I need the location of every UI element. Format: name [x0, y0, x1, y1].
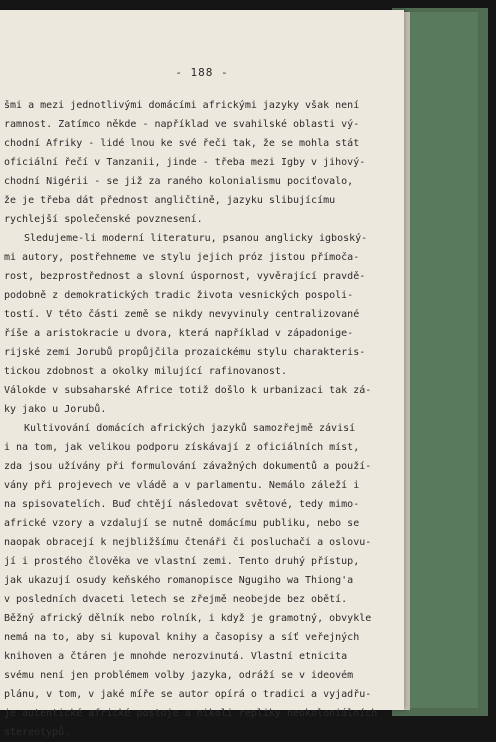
text-line: že je třeba dát přednost angličtině, jazyku slibujícímu — [4, 195, 336, 206]
text-line: jí i prostého člověka ve vlastní zemi. Tento druhý přístup, — [4, 556, 360, 567]
text-line: je autentické africké postoje a nikoli repliky neokoloniálních — [4, 708, 378, 719]
text-line: na spisovatelích. Buď chtějí následovat světové, tedy mimo- — [4, 499, 360, 510]
book-page — [0, 10, 404, 738]
text-line: chodní Afriky - lidé lnou ke své řeči tak, že se mohla stát — [4, 138, 360, 149]
text-line: tickou zdobnost a okolky milující rafinovanost. — [4, 366, 287, 377]
text-line: knihoven a čtáren je mnohde nerozvinutá. Vlastní etnicita — [4, 651, 348, 662]
text-line: africké vzory a vzdalují se nutně domácímu publiku, nebo se — [4, 518, 360, 529]
page-text — [0, 96, 398, 742]
book-cover-cloth — [402, 12, 478, 708]
text-line: zda jsou užívány při formulování závažných dokumentů a použí- — [4, 461, 372, 472]
text-line: rost, bezprostřednost a slovní úspornost, vyvěrající pravdě- — [4, 271, 366, 282]
text-line: v posledních dvaceti letech se zřejmě neobejde bez obětí. — [4, 594, 348, 605]
text-line: plánu, v tom, v jaké míře se autor opírá o tradici a vyjadřu- — [4, 689, 372, 700]
text-line: chodní Nigérii - se již za raného kolonialismu pociťovalo, — [4, 176, 354, 187]
text-line: vány při projevech ve vládě a v parlamentu. Nemálo záleží i — [4, 480, 360, 491]
text-line: rychlejší společenské povznesení. — [4, 214, 203, 225]
text-line: mi autory, postřehneme ve stylu jejich próz jistou přímoča- — [4, 252, 360, 263]
text-line: oficiální řečí v Tanzanii, jinde - třeba mezi Igby v jihový- — [4, 157, 366, 168]
text-line: svému není jen problémem volby jazyka, odráží se v ideovém — [4, 670, 354, 681]
text-line: stereotypů. — [4, 727, 71, 738]
text-line: říše a aristokracie u dvora, která například v západonige- — [4, 328, 354, 339]
text-line: nemá na to, aby si kupoval knihy a časopisy a síť veřejných — [4, 632, 360, 643]
text-line: podobně z demokratických tradic života vesnických pospoli- — [4, 290, 354, 301]
text-line: tostí. V této části země se nikdy nevyvinuly centralizované — [4, 309, 360, 320]
paragraph-start-line: Kultivování domácích afrických jazyků samozřejmě závisí — [24, 423, 356, 434]
text-line: rijské zemi Jorubů propůjčila prozaickému stylu charakteris- — [4, 347, 366, 358]
text-line: ky jako u Jorubů. — [4, 404, 107, 415]
text-line: naopak obracejí k nejbližšímu čtenáři či posluchači a oslovu- — [4, 537, 372, 548]
text-line: Běžný africký dělník nebo rolník, i když je gramotný, obvykle — [4, 613, 372, 624]
text-line: Válokde v subsaharské Africe totiž došlo k urbanizaci tak zá- — [4, 385, 372, 396]
text-line: ramnost. Zatímco někde - například ve svahilské oblasti vý- — [4, 119, 360, 130]
text-line: jak ukazují osudy keňského romanopisce Ngugiho wa Thiong'a — [4, 575, 354, 586]
text-line: šmi a mezi jednotlivými domácími africkými jazyky však není — [4, 100, 360, 111]
page-number: - 188 - — [175, 66, 229, 79]
text-line: i na tom, jak velikou podporu získávají z oficiálních míst, — [4, 442, 360, 453]
paragraph-start-line: Sledujeme-li moderní literaturu, psanou anglicky igboský- — [24, 233, 368, 244]
